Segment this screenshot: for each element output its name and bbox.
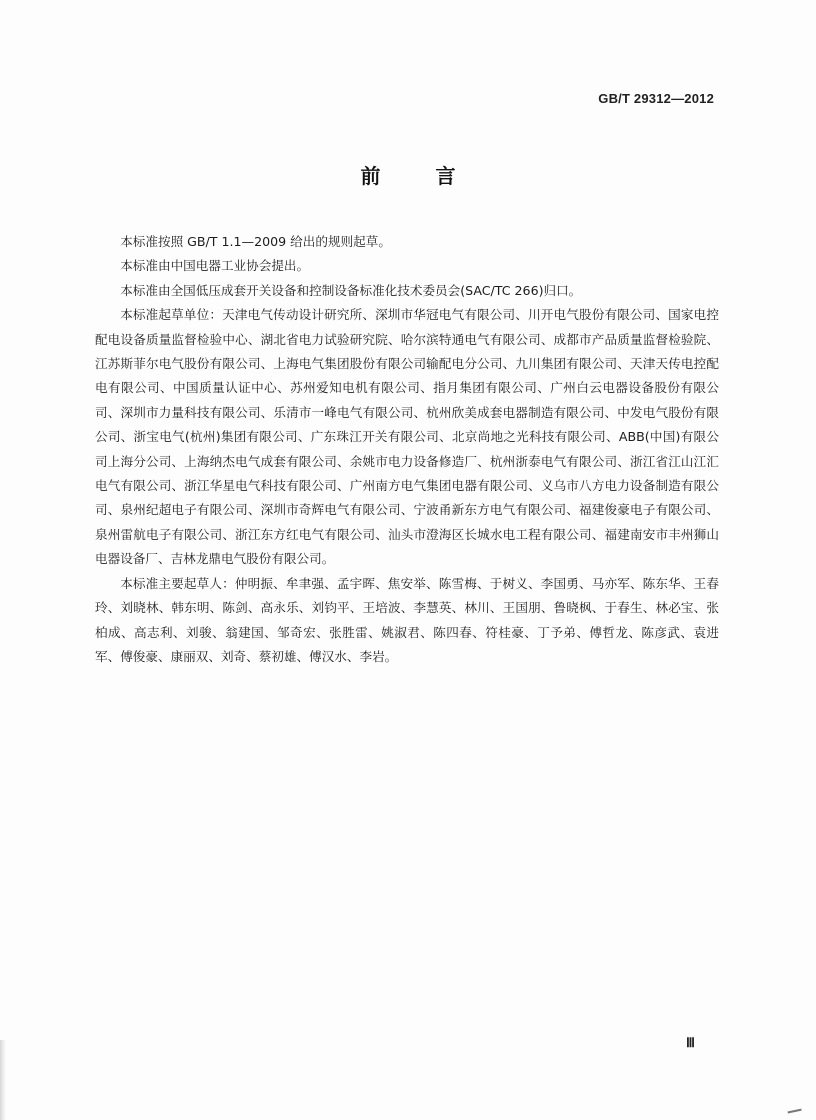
scan-mark: [788, 1109, 803, 1118]
paragraph-drafting-rules: 本标准按照 GB/T 1.1—2009 给出的规则起草。: [120, 234, 391, 249]
paragraph-main-drafters: 本标准主要起草人：仲明振、牟聿强、孟宇晖、焦安举、陈雪梅、于树义、李国勇、马亦军、陈东华、王春玲、刘晓林、韩东明、陈剑、高永乐、刘钧平、王培波、李慧英、林川、王国朋、鲁晓枫、于春生、林必宝、张柏成、高志利、刘骏、翁建国、邹奇宏、张胜雷、姚淑君、陈四春、符桂豪、丁予弟、傅哲龙、陈彦武、袁进军、傅俊豪、康丽双、刘奇、蔡初雄、傅汉水、李岩。: [95, 575, 719, 664]
preface-body: [95, 230, 719, 669]
paragraph-committee: 本标准由全国低压成套开关设备和控制设备标准化技术委员会(SAC/TC 266)归口。: [120, 282, 582, 298]
scan-shadow: [0, 1040, 6, 1120]
paragraph-drafting-units: 本标准起草单位：天津电气传动设计研究所、深圳市华冠电气有限公司、川开电气股份有限公司、国家电控配电设备质量监督检验中心、湖北省电力试验研究院、哈尔滨特通电气有限公司、成都市产品质量监督检验院、江苏斯菲尔电气股份有限公司、上海电气集团股份有限公司输配电分公司、九川集团有限公司、天津天传电控配电有限公司、中国质量认证中心、苏州爱知电机有限公司、指月集团有限公司、广州白云电器设备股份有限公司、深圳市力量科技有限公司、乐清市一峰电气有限公司、杭州欣美成套电器制造有限公司、中发电气股份有限公司、浙宝电气(杭州)集团有限公司、广东珠江开关有限公司、北京尚地之光科技有限公司、ABB(中国)有限公司上海分公司、上海纳杰电气成套有限公司、余姚市电力设备修造厂、杭州浙泰电气有限公司、浙江省江山江汇电气有限公司、浙江华星电气科技有限公司、广州南方电气集团电器有限公司、义乌市八方电力设备制造有限公司、泉州纪超电子有限公司、深圳市奇辉电气有限公司、宁波甬新东方电气有限公司、福建俊豪电子有限公司、泉州雷航电子有限公司、浙江东方红电气有限公司、汕头市澄海区长城水电工程有限公司、福建南安市丰州狮山电器设备厂、吉林龙鼎电气股份有限公司。: [95, 307, 719, 567]
paragraph-proposer: 本标准由中国电器工业协会提出。: [120, 258, 310, 274]
page-number: Ⅲ: [686, 1035, 695, 1050]
page-title: 前 言: [360, 164, 480, 188]
standard-code: GB/T 29312—2012: [598, 91, 714, 106]
